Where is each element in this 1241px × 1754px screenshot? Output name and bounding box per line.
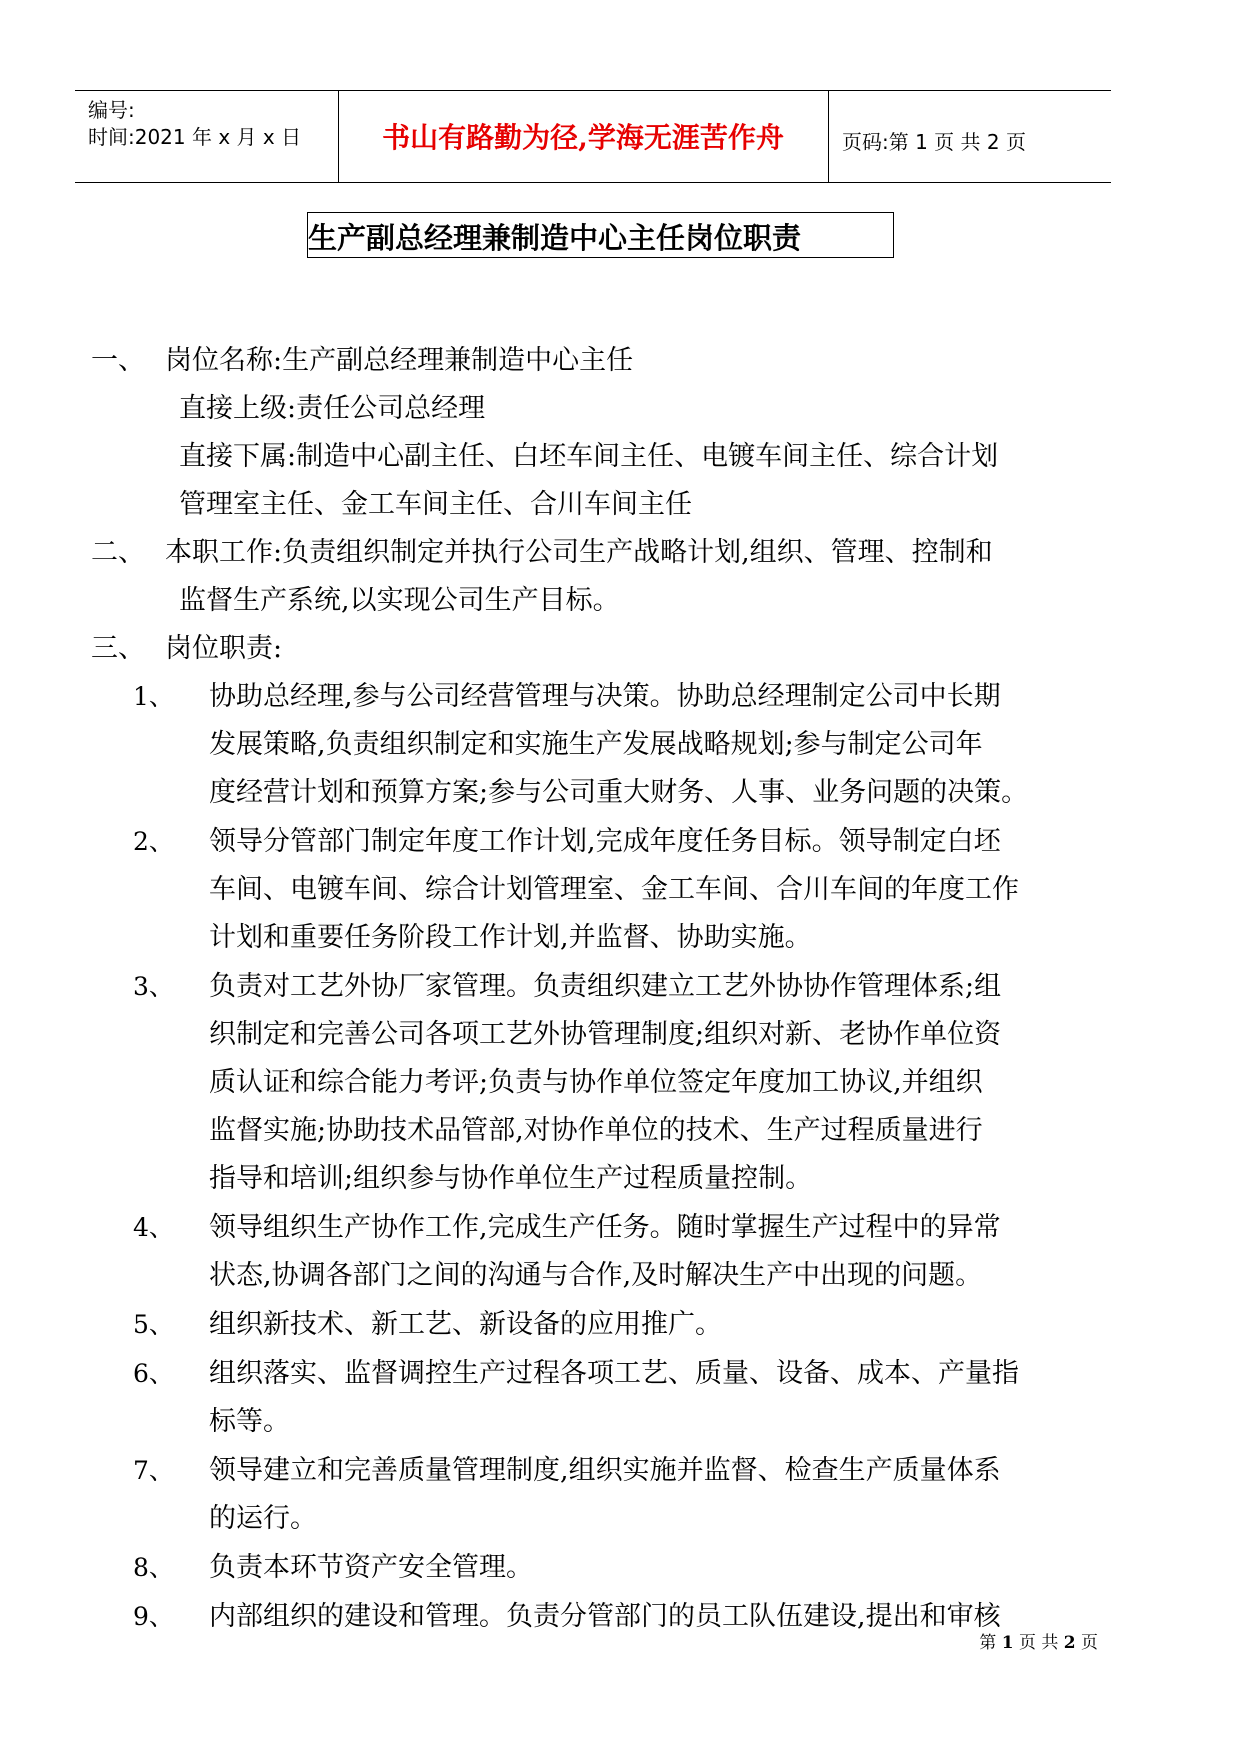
- item-5-line-1: 组织新技术、新工艺、新设备的应用推广。: [209, 1309, 722, 1340]
- item-2-line-3: 计划和重要任务阶段工作计划,并监督、协助实施。: [209, 922, 812, 953]
- item-9-number: 9、: [133, 1602, 174, 1631]
- footer-total-pages: 2: [1063, 1633, 1076, 1653]
- item-3-line-2: 织制定和完善公司各项工艺外协管理制度;组织对新、老协作单位资: [209, 1019, 1002, 1050]
- header-divider-right: [828, 90, 829, 182]
- section1-line3: 直接下属:制造中心副主任、白坯车间主任、电镀车间主任、综合计划: [179, 441, 999, 472]
- item-4-number: 4、: [133, 1213, 174, 1242]
- item-8-number: 8、: [133, 1553, 174, 1582]
- header-motto: 书山有路勤为径,学海无涯苦作舟: [382, 121, 784, 154]
- item-7-line-2: 的运行。: [209, 1503, 317, 1534]
- section1-line1: 岗位名称:生产副总经理兼制造中心主任: [165, 345, 634, 376]
- header-bottom-rule: [75, 182, 1111, 183]
- document-title: 生产副总经理兼制造中心主任岗位职责: [308, 221, 802, 255]
- item-7-line-1: 领导建立和完善质量管理制度,组织实施并监督、检查生产质量体系: [209, 1455, 1001, 1486]
- item-6-line-2: 标等。: [209, 1406, 290, 1437]
- item-7-number: 7、: [133, 1456, 174, 1485]
- item-2-line-1: 领导分管部门制定年度工作计划,完成年度任务目标。领导制定白坯: [209, 826, 1001, 857]
- section3-marker: 三、: [91, 633, 145, 664]
- item-3-line-4: 监督实施;协助技术品管部,对协作单位的技术、生产过程质量进行: [209, 1115, 983, 1146]
- item-4-line-2: 状态,协调各部门之间的沟通与合作,及时解决生产中出现的问题。: [209, 1260, 983, 1291]
- header-page-info: 页码:第 1 页 共 2 页: [842, 130, 1026, 154]
- footer-prefix: 第: [979, 1633, 997, 1653]
- title-box: [307, 212, 894, 258]
- section2-line1: 本职工作:负责组织制定并执行公司生产战略计划,组织、管理、控制和: [165, 537, 993, 568]
- section3-heading: 岗位职责:: [165, 633, 283, 664]
- item-1-line-2: 发展策略,负责组织制定和实施生产发展战略规划;参与制定公司年: [209, 729, 983, 760]
- section2-line2: 监督生产系统,以实现公司生产目标。: [179, 585, 620, 616]
- item-9-line-1: 内部组织的建设和管理。负责分管部门的员工队伍建设,提出和审核: [209, 1601, 1001, 1632]
- section1-marker: 一、: [91, 345, 145, 376]
- section1-line4: 管理室主任、金工车间主任、合川车间主任: [179, 489, 692, 520]
- item-2-line-2: 车间、电镀车间、综合计划管理室、金工车间、合川车间的年度工作: [209, 874, 1019, 905]
- header-number-label: 编号:: [88, 98, 135, 122]
- item-5-number: 5、: [133, 1310, 174, 1339]
- header-time-label: 时间:2021 年 x 月 x 日: [88, 125, 302, 149]
- item-3-line-5: 指导和培训;组织参与协作单位生产过程质量控制。: [209, 1163, 813, 1194]
- section1-line2: 直接上级:责任公司总经理: [179, 393, 486, 424]
- item-4-line-1: 领导组织生产协作工作,完成生产任务。随时掌握生产过程中的异常: [209, 1212, 1001, 1243]
- item-3-number: 3、: [133, 972, 174, 1001]
- item-1-line-1: 协助总经理,参与公司经营管理与决策。协助总经理制定公司中长期: [209, 681, 1001, 712]
- item-1-line-3: 度经营计划和预算方案;参与公司重大财务、人事、业务问题的决策。: [209, 777, 1029, 808]
- page-footer: [979, 1628, 1098, 1653]
- item-6-line-1: 组织落实、监督调控生产过程各项工艺、质量、设备、成本、产量指: [209, 1358, 1019, 1389]
- item-3-line-3: 质认证和综合能力考评;负责与协作单位签定年度加工协议,并组织: [209, 1067, 983, 1098]
- footer-middle: 页 共: [1018, 1633, 1059, 1653]
- footer-page-number: 1: [1001, 1633, 1014, 1653]
- item-1-number: 1、: [133, 682, 174, 711]
- item-3-line-1: 负责对工艺外协厂家管理。负责组织建立工艺外协协作管理体系;组: [209, 971, 1002, 1002]
- item-8-line-1: 负责本环节资产安全管理。: [209, 1552, 533, 1583]
- section2-marker: 二、: [91, 537, 145, 568]
- header-top-rule: [75, 90, 1111, 91]
- item-2-number: 2、: [133, 827, 174, 856]
- item-6-number: 6、: [133, 1359, 174, 1388]
- footer-suffix: 页: [1081, 1633, 1098, 1653]
